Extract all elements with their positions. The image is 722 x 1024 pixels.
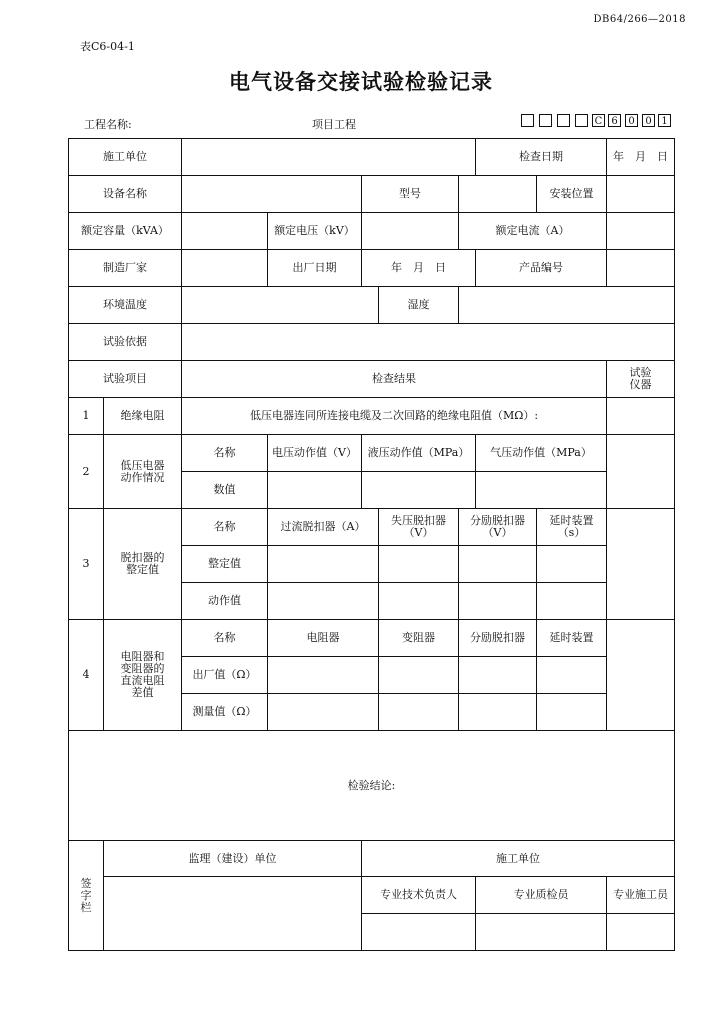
row4-instrument-field[interactable] [607,620,675,731]
row4-shunt-measured[interactable] [459,694,537,731]
row2-voltage-value[interactable] [268,472,362,509]
row2-number: 2 [69,435,104,509]
code-box [539,114,552,127]
row3-undervoltage-set[interactable] [379,546,459,583]
humidity-label: 湿度 [379,287,459,324]
tech-lead-signature-field[interactable] [362,914,476,951]
row3-col-undervoltage-cell [379,509,459,546]
row4-col-rheostat: 变阻器 [379,620,459,657]
project-name-value: 项目工程 [312,118,356,131]
row3-col-overcurrent: 过流脱扣器（A） [268,509,379,546]
code-box: C [592,114,605,127]
test-basis-field[interactable] [182,324,675,361]
row3-item: 脱扣器的整定值 [120,551,165,576]
row2-hydraulic-value[interactable] [362,472,476,509]
role-tech-lead: 专业技术负责人 [362,877,476,914]
test-item-header: 试验项目 [69,361,182,398]
product-number-field[interactable] [607,250,675,287]
row4-resistor-factory[interactable] [268,657,379,694]
project-name-label: 工程名称: [84,118,132,131]
row4-rheostat-measured[interactable] [379,694,459,731]
equipment-name-label: 设备名称 [69,176,182,213]
row3-instrument-field[interactable] [607,509,675,620]
rated-voltage-label: 额定电压（kV） [268,213,362,250]
row4-factory-label: 出厂值（Ω） [182,657,268,694]
row3-col-delay: 延时装置（s） [549,514,594,539]
row4-col-shunt: 分励脱扣器 [459,620,537,657]
row2-item: 低压电器动作情况 [120,458,165,484]
row4-rheostat-factory[interactable] [379,657,459,694]
row2-name-label: 名称 [182,435,268,472]
row3-overcurrent-act[interactable] [268,583,379,620]
row4-delay-measured[interactable] [537,694,607,731]
row3-act-label: 动作值 [182,583,268,620]
inspection-date-label: 检查日期 [476,139,607,176]
code-box: 0 [625,114,638,127]
form-number: 表C6-04-1 [80,40,135,53]
inspection-result-header: 检查结果 [182,361,607,398]
row4-measured-label: 测量值（Ω） [182,694,268,731]
inspection-date-field[interactable]: 年 月 日 [607,139,675,176]
row3-overcurrent-set[interactable] [268,546,379,583]
row4-number: 4 [69,620,104,731]
row3-set-label: 整定值 [182,546,268,583]
row3-item-cell [104,509,182,620]
row3-col-undervoltage: 失压脱扣器（V） [391,514,446,539]
factory-date-label: 出厂日期 [268,250,362,287]
row3-undervoltage-act[interactable] [379,583,459,620]
row4-shunt-factory[interactable] [459,657,537,694]
row2-col-hydraulic: 液压动作值（MPa） [362,435,476,472]
supervision-signature-field[interactable] [104,877,362,951]
role-construction-worker: 专业施工员 [607,877,675,914]
row4-item-cell [104,620,182,731]
row2-col-pneumatic: 气压动作值（MPa） [476,435,607,472]
row2-col-voltage: 电压动作值（V） [268,435,362,472]
sign-construction-unit-label: 施工单位 [362,841,675,877]
code-box [575,114,588,127]
role-quality-inspector: 专业质检员 [476,877,607,914]
row3-name-label: 名称 [182,509,268,546]
row1-number: 1 [69,398,104,435]
row4-item: 电阻器和变阻器的直流电阻差值 [120,650,165,699]
row3-shunt-act[interactable] [459,583,537,620]
row4-col-resistor: 电阻器 [268,620,379,657]
row2-pneumatic-value[interactable] [476,472,607,509]
row2-instrument-field[interactable] [607,435,675,509]
humidity-field[interactable] [459,287,675,324]
manufacturer-label: 制造厂家 [69,250,182,287]
row3-col-delay-cell [537,509,607,546]
supervision-unit-label: 监理（建设）单位 [104,841,362,877]
equipment-name-field[interactable] [182,176,362,213]
row3-delay-set[interactable] [537,546,607,583]
ambient-temp-label: 环境温度 [69,287,182,324]
row3-shunt-set[interactable] [459,546,537,583]
row2-value-label: 数值 [182,472,268,509]
factory-date-field[interactable]: 年 月 日 [362,250,476,287]
rated-voltage-field[interactable] [362,213,459,250]
row4-col-delay: 延时装置 [537,620,607,657]
standard-code: DB64/266—2018 [593,14,686,25]
row3-col-shunt-cell [459,509,537,546]
construction-worker-signature-field[interactable] [607,914,675,951]
model-label: 型号 [362,176,459,213]
construction-unit-field[interactable] [182,139,476,176]
ambient-temp-field[interactable] [182,287,379,324]
page-title: 电气设备交接试验检验记录 [229,70,493,94]
row1-instrument-field[interactable] [607,398,675,435]
row4-name-label: 名称 [182,620,268,657]
test-instrument-label: 试验仪器 [629,366,652,391]
row3-number: 3 [69,509,104,620]
rated-capacity-field[interactable] [182,213,268,250]
row3-col-shunt: 分励脱扣器（V） [470,514,525,539]
test-instrument-header [607,361,675,398]
code-box: 6 [608,114,621,127]
rated-capacity-label: 额定容量（kVA） [69,213,182,250]
row3-delay-act[interactable] [537,583,607,620]
manufacturer-field[interactable] [182,250,268,287]
install-location-field[interactable] [607,176,675,213]
construction-unit-label: 施工单位 [69,139,182,176]
signature-column [69,841,104,951]
conclusion-field[interactable] [69,731,675,841]
code-box: 0 [642,114,655,127]
quality-inspector-signature-field[interactable] [476,914,607,951]
test-basis-label: 试验依据 [69,324,182,361]
code-box [521,114,534,127]
row2-item-cell [104,435,182,509]
signature-label: 签字栏 [80,876,92,914]
rated-current-label: 额定电流（A） [459,213,607,250]
product-number-label: 产品编号 [476,250,607,287]
row4-resistor-measured[interactable] [268,694,379,731]
row1-description: 低压电器连同所连接电缆及二次回路的绝缘电阻值（MΩ）: [182,398,607,435]
row1-item: 绝缘电阻 [104,398,182,435]
row4-delay-factory[interactable] [537,657,607,694]
conclusion-label: 检验结论: [347,778,396,792]
inspection-record-table [68,138,675,951]
install-location-label: 安装位置 [537,176,607,213]
code-box: 1 [658,114,671,127]
model-field[interactable] [459,176,537,213]
code-box [557,114,570,127]
rated-current-field[interactable] [607,213,675,250]
